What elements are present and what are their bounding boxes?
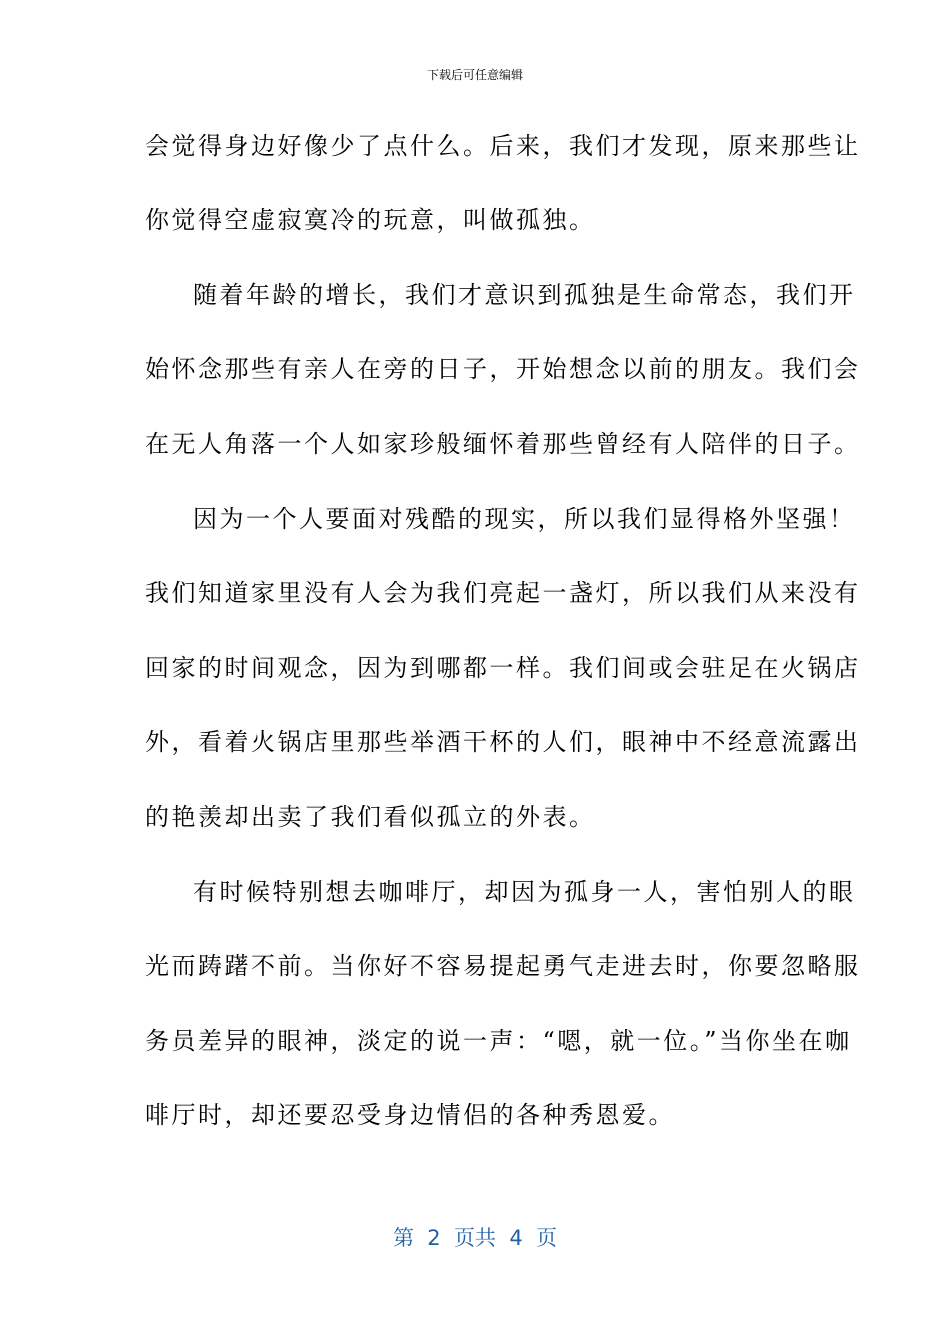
paragraph-first-line: 因为一个人要面对残酷的现实，所以我们显得格外坚强！ <box>193 505 856 533</box>
text-line: 会觉得身边好像少了点什么。后来，我们才发现，原来那些让 <box>145 132 861 160</box>
page-number-text: 第 2 页共 4 页 <box>392 1226 558 1250</box>
text-line: 我们知道家里没有人会为我们亮起一盏灯，所以我们从来没有 <box>145 579 861 607</box>
paragraph-first-line: 有时候特别想去咖啡厅，却因为孤身一人，害怕别人的眼 <box>193 878 856 906</box>
text-line: 始怀念那些有亲人在旁的日子，开始想念以前的朋友。我们会 <box>145 355 861 383</box>
page-header: 下载后可任意编辑 <box>426 68 523 82</box>
text-line: 回家的时间观念，因为到哪都一样。我们间或会驻足在火锅店 <box>145 654 861 682</box>
text-line: 光而踌躇不前。当你好不容易提起勇气走进去时，你要忽略服 <box>145 952 861 980</box>
text-line: 啡厅时，却还要忍受身边情侣的各种秀恩爱。 <box>145 1101 675 1129</box>
text-line: 的艳羡却出卖了我们看似孤立的外表。 <box>145 803 596 831</box>
text-line: 外，看着火锅店里那些举酒干杯的人们，眼神中不经意流露出 <box>145 728 861 756</box>
text-line: 务员差异的眼神，淡定的说一声：“嗯，就一位。”当你坐在咖 <box>145 1027 852 1055</box>
page-number-footer <box>0 1224 950 1252</box>
text-line: 你觉得空虚寂寞冷的玩意，叫做孤独。 <box>145 206 596 234</box>
paragraph-first-line: 随着年龄的增长，我们才意识到孤独是生命常态，我们开 <box>193 281 856 309</box>
text-line: 在无人角落一个人如家珍般缅怀着那些曾经有人陪伴的日子。 <box>145 430 861 458</box>
